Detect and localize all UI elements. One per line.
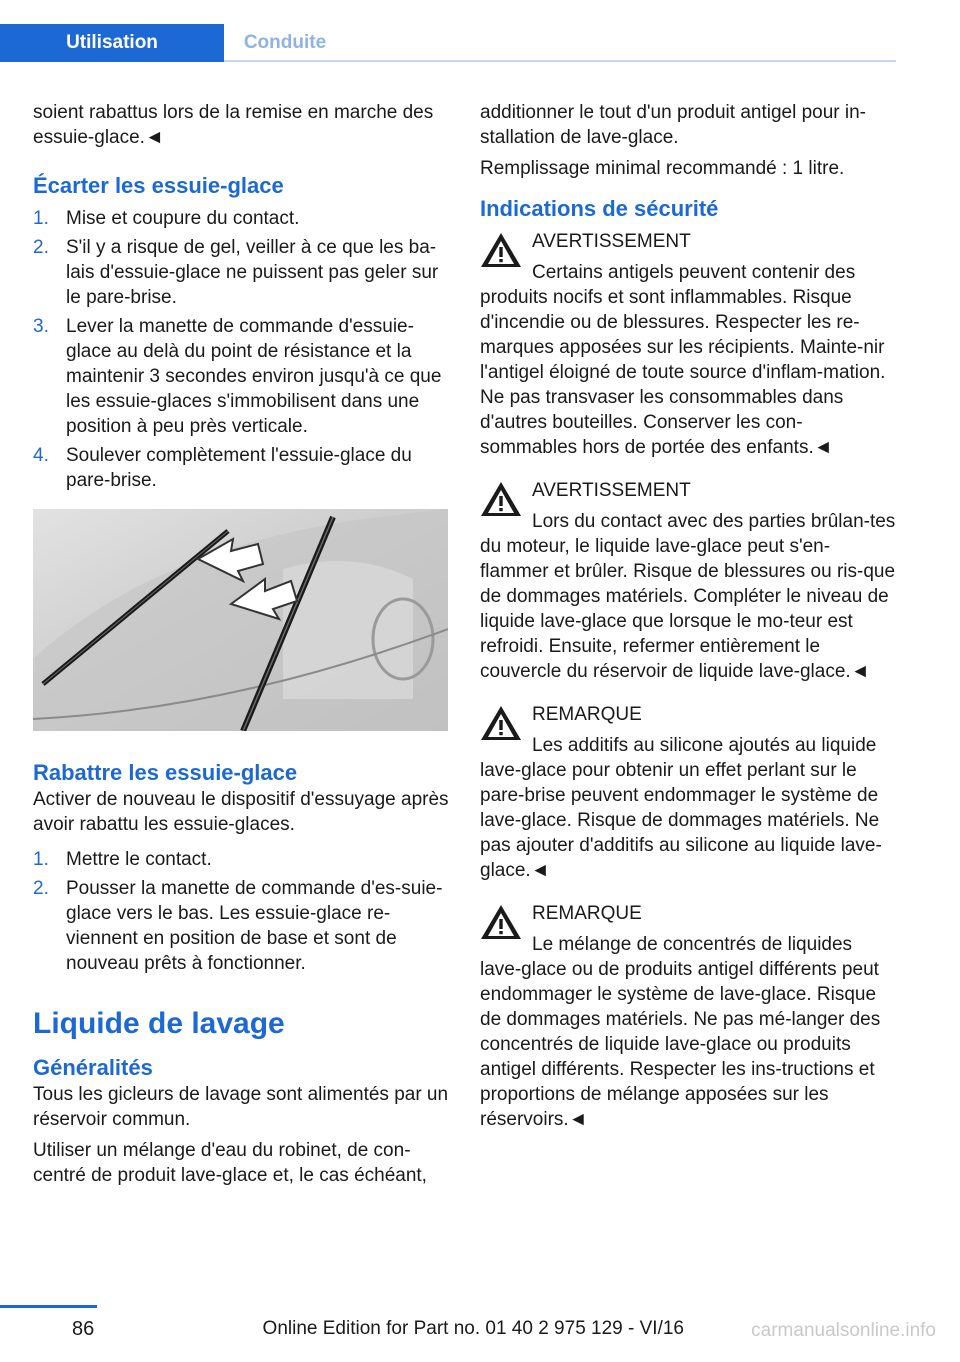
warning-text: Certains antigels peuvent contenir des produits nocifs et sont inflammables. Risque d'incendie ou de blessures. Respecter les re-marques apposées sur les récipients. Mainte-nir l'antigel éloigné de toute source d'inflam-mation. Ne pas transvaser les consommables dans d'autres bouteilles. Conserver les con-sommables hors de portée des enfants.◄ bbox=[480, 262, 886, 458]
tab-utilisation[interactable]: Utilisation bbox=[0, 24, 224, 62]
header-rule bbox=[224, 60, 896, 62]
watermark: carmanualsonline.info bbox=[751, 1320, 936, 1341]
safety-note bbox=[480, 229, 896, 460]
intro-text: soient rabattus lors de la remise en marche des essuie-glace.◄ bbox=[33, 102, 434, 148]
rabattre-text: Activer de nouveau le dispositif d'essuyage après avoir rabattu les essuie-glaces. bbox=[33, 789, 449, 835]
footer-rule bbox=[0, 1305, 97, 1308]
wiper-drawing bbox=[33, 509, 448, 731]
heading-liquide: Liquide de lavage bbox=[33, 1007, 285, 1040]
list-item: 2. Pousser la manette de commande d'es-suie-glace vers le bas. Les essuie-glace re-viennent en position de base et sont de nouveau prêts à fonctionner. bbox=[33, 878, 443, 974]
edition-info: Online Edition for Part no. 01 40 2 975 129 - VI/16 bbox=[262, 1318, 684, 1339]
list-item: 1. Mettre le contact. bbox=[33, 849, 212, 870]
warning-title: AVERTISSEMENT bbox=[532, 480, 691, 501]
warning-title: REMARQUE bbox=[532, 903, 642, 924]
safety-note bbox=[480, 702, 896, 883]
heading-generalites: Généralités bbox=[33, 1055, 153, 1080]
page-number: 86 bbox=[72, 1318, 95, 1340]
list-item: 2. S'il y a risque de gel, veiller à ce que les ba-lais d'essuie-glace ne puissent pas geler sur le pare-brise. bbox=[33, 237, 439, 308]
safety-note bbox=[480, 901, 896, 1132]
warning-triangle-icon bbox=[480, 704, 522, 742]
list-item: 1. Mise et coupure du contact. bbox=[33, 208, 300, 229]
warning-triangle-icon bbox=[480, 903, 522, 941]
tab-conduite[interactable]: Conduite bbox=[224, 24, 346, 62]
warning-triangle-icon bbox=[480, 231, 522, 269]
remplissage-text: Remplissage minimal recommandé : 1 litre. bbox=[480, 158, 845, 179]
heading-ecarter: Écarter les essuie-glace bbox=[33, 173, 284, 198]
wiper-illustration bbox=[33, 509, 448, 731]
safety-note bbox=[480, 478, 896, 684]
steps-ecarter bbox=[33, 206, 451, 493]
warning-text: Lors du contact avec des parties brûlan-tes du moteur, le liquide lave-glace peut s'en-flammer et brûler. Risque de blessures ou ris-que de dommages matériels. Compléter le niveau de liquide lave-glace que lorsque le mo-teur est refroidi. Ensuite, refermer entièrement le couvercle du réservoir de liquide lave-glace.◄ bbox=[480, 511, 896, 682]
steps-rabattre bbox=[33, 847, 451, 976]
left-column bbox=[33, 100, 451, 1194]
list-item: 3. Lever la manette de commande d'essuie-glace au delà du point de résistance et la maintenir 3 secondes environ jusqu'à ce que les essuie-glaces s'immobilisent dans une position à peu près verticale. bbox=[33, 316, 442, 437]
list-item: 4. Soulever complètement l'essuie-glace du pare-brise. bbox=[33, 445, 412, 491]
warning-title: REMARQUE bbox=[532, 704, 642, 725]
warning-title: AVERTISSEMENT bbox=[532, 231, 691, 252]
warning-text: Le mélange de concentrés de liquides lave-glace ou de produits antigel différents peut endommager le système de lave-glace. Risque de dommages matériels. Ne pas mé-langer des concentrés de liquide lave-glace ou produits antigel différents. Respecter les ins-tructions et proportions de mélange apposées sur les réservoirs.◄ bbox=[480, 934, 881, 1130]
right-column bbox=[480, 100, 896, 1136]
chapter-tabs bbox=[0, 24, 346, 62]
warning-triangle-icon bbox=[480, 480, 522, 518]
heading-rabattre: Rabattre les essuie-glace bbox=[33, 760, 298, 785]
continued-text: additionner le tout d'un produit antigel pour in-stallation de lave-glace. bbox=[480, 102, 867, 148]
heading-securite: Indications de sécurité bbox=[480, 196, 719, 221]
warning-text: Les additifs au silicone ajoutés au liquide lave-glace pour obtenir un effet perlant sur le pare-brise peuvent endommager le système de lave-glace. Risque de dommages matériels. Ne pas ajouter d'additifs au silicone au liquide lave-glace.◄ bbox=[480, 735, 882, 881]
generalites-text-2: Utiliser un mélange d'eau du robinet, de con-centré de produit lave-glace et, le cas échéant, bbox=[33, 1140, 427, 1186]
generalites-text-1: Tous les gicleurs de lavage sont alimentés par un réservoir commun. bbox=[33, 1084, 449, 1130]
